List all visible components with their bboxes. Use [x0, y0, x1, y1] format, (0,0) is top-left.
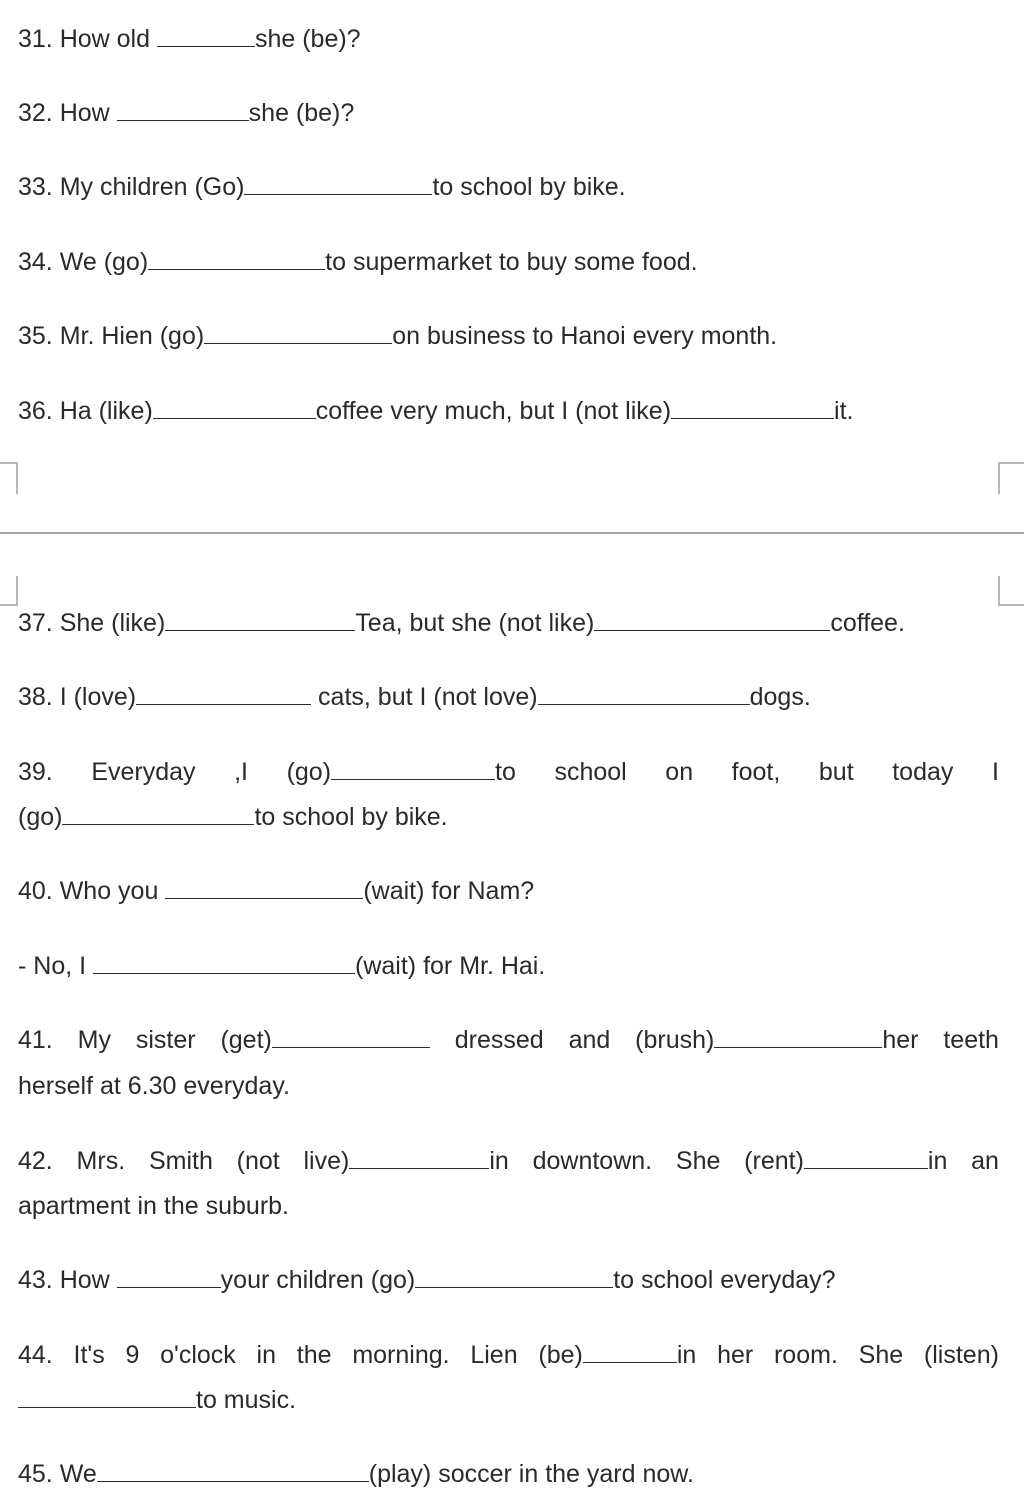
question-41-line1 — [18, 1025, 999, 1055]
q44-word: (listen) — [923, 1341, 999, 1369]
q44-word: (be) — [538, 1341, 583, 1369]
q39-word: foot, — [731, 758, 781, 786]
q42-word: in — [927, 1147, 948, 1175]
q41-word: her — [882, 1026, 919, 1054]
q41-text-l2: herself at 6.30 everyday. — [18, 1072, 290, 1100]
page-break-divider — [0, 532, 1024, 534]
q39-word: ,I — [234, 758, 249, 786]
q40-text-a: 40. Who you — [18, 877, 166, 905]
question-40-reply — [18, 951, 545, 981]
q42-word: an — [971, 1147, 999, 1175]
q44-word: She — [858, 1341, 904, 1369]
q41-word: dressed — [454, 1026, 544, 1054]
answer-blank-37a[interactable] — [165, 608, 355, 631]
question-38 — [18, 682, 811, 712]
q36-text-a: 36. Ha (like) — [18, 397, 153, 425]
answer-blank-41a[interactable] — [272, 1025, 430, 1048]
answer-blank-33[interactable] — [244, 172, 432, 195]
question-39-line1 — [18, 757, 999, 787]
page-corner-top-right — [998, 462, 1024, 494]
answer-blank-39b[interactable] — [62, 802, 254, 825]
q32-text-a: 32. How — [18, 99, 117, 127]
q39-text-l2b: to school by bike. — [254, 803, 448, 831]
answer-blank-43b[interactable] — [415, 1265, 613, 1288]
q37-text-c: coffee. — [830, 609, 905, 637]
question-42-line1 — [18, 1146, 999, 1176]
q42-word: (not — [236, 1147, 280, 1175]
page-corner-bottom-right — [998, 576, 1024, 606]
page-corner-top-left — [0, 462, 18, 494]
q44-word: It's — [73, 1341, 105, 1369]
q42-word: She — [675, 1147, 721, 1175]
q41-word: 41. — [18, 1026, 53, 1054]
answer-blank-41b[interactable] — [714, 1025, 882, 1048]
q43-text-c: to school everyday? — [613, 1266, 836, 1294]
q42-word: Mrs. — [76, 1147, 126, 1175]
q39-word: to — [495, 758, 516, 786]
question-44-line2 — [18, 1385, 296, 1415]
answer-blank-43a[interactable] — [117, 1265, 221, 1288]
q41-word: teeth — [943, 1026, 999, 1054]
question-44-line1 — [18, 1340, 999, 1370]
answer-blank-31[interactable] — [157, 24, 255, 47]
q44-word: her — [717, 1341, 754, 1369]
answer-blank-35[interactable] — [204, 321, 392, 344]
answer-blank-34[interactable] — [148, 247, 325, 270]
q42-word: live) — [303, 1147, 350, 1175]
question-32 — [18, 98, 354, 128]
answer-blank-40b[interactable] — [93, 951, 355, 974]
q33-text-b: to school by bike. — [432, 173, 626, 201]
q31-text-a: 31. How old — [18, 25, 157, 53]
q42-word: Smith — [148, 1147, 213, 1175]
q40-text-b: (wait) for Nam? — [363, 877, 535, 905]
question-37 — [18, 608, 905, 638]
question-43 — [18, 1265, 836, 1295]
answer-blank-32[interactable] — [117, 98, 249, 121]
answer-blank-44a[interactable] — [583, 1340, 677, 1363]
q44-word: in — [256, 1341, 277, 1369]
q34-text-b: to supermarket to buy some food. — [325, 248, 698, 276]
answer-blank-38a[interactable] — [136, 682, 311, 705]
q39-word: 39. — [18, 758, 53, 786]
q43-text-b: your children (go) — [220, 1266, 416, 1294]
question-33 — [18, 172, 626, 202]
q42-word: (rent) — [744, 1147, 804, 1175]
answer-blank-36b[interactable] — [671, 396, 834, 419]
q42-word: in — [489, 1147, 509, 1175]
q41-word: sister — [135, 1026, 196, 1054]
q39-word: Everyday — [91, 758, 196, 786]
q44-text-l2: to music. — [196, 1386, 297, 1414]
answer-blank-36a[interactable] — [153, 396, 316, 419]
answer-blank-42a[interactable] — [349, 1146, 489, 1169]
answer-blank-40a[interactable] — [165, 876, 363, 899]
page-corner-bottom-left — [0, 576, 18, 606]
q39-word: today — [892, 758, 954, 786]
q39-word: (go) — [286, 758, 332, 786]
q39-word: school — [554, 758, 627, 786]
question-36 — [18, 396, 853, 426]
q44-word: 44. — [18, 1341, 53, 1369]
q44-word: the — [296, 1341, 332, 1369]
q44-word: in — [676, 1341, 697, 1369]
answer-blank-45[interactable] — [97, 1459, 369, 1482]
answer-blank-44b[interactable] — [18, 1385, 196, 1408]
q41-word: and — [568, 1026, 611, 1054]
question-39-line2 — [18, 802, 448, 832]
answer-blank-39a[interactable] — [331, 757, 495, 780]
q40-reply-b: (wait) for Mr. Hai. — [355, 952, 546, 980]
q36-text-b: coffee very much, but I (not like) — [315, 397, 672, 425]
q43-text-a: 43. How — [18, 1266, 117, 1294]
q44-word: morning. — [352, 1341, 450, 1369]
q34-text-a: 34. We (go) — [18, 248, 149, 276]
q33-text-a: 33. My children (Go) — [18, 173, 245, 201]
q35-text-b: on business to Hanoi every month. — [392, 322, 778, 350]
q41-word: My — [77, 1026, 111, 1054]
q38-text-a: 38. I (love) — [18, 683, 137, 711]
question-45 — [18, 1459, 694, 1489]
answer-blank-38b[interactable] — [538, 682, 750, 705]
question-42-line2 — [18, 1191, 289, 1221]
q42-text-l2: apartment in the suburb. — [18, 1192, 289, 1220]
q39-word: but — [818, 758, 854, 786]
q44-word: o'clock — [160, 1341, 236, 1369]
q37-text-a: 37. She (like) — [18, 609, 166, 637]
q44-word: 9 — [125, 1341, 140, 1369]
question-41-line2 — [18, 1071, 290, 1101]
answer-blank-37b[interactable] — [594, 608, 830, 631]
q39-word: I — [991, 758, 999, 786]
q39-word: on — [665, 758, 694, 786]
question-35 — [18, 321, 777, 351]
q37-text-b: Tea, but she (not like) — [355, 609, 595, 637]
q44-word: room. — [773, 1341, 838, 1369]
q42-word: downtown. — [532, 1147, 653, 1175]
q42-word: 42. — [18, 1147, 53, 1175]
question-31 — [18, 24, 361, 54]
q45-text-a: 45. We — [18, 1460, 97, 1488]
q35-text-a: 35. Mr. Hien (go) — [18, 322, 205, 350]
q36-text-c: it. — [834, 397, 854, 425]
q40-reply-a: - No, I — [18, 952, 94, 980]
q45-text-b: (play) soccer in the yard now. — [368, 1460, 694, 1488]
q38-text-b: cats, but I (not love) — [311, 683, 538, 711]
q32-text-b: she (be)? — [248, 99, 355, 127]
q38-text-c: dogs. — [749, 683, 811, 711]
q31-text-b: she (be)? — [254, 25, 361, 53]
question-40 — [18, 876, 534, 906]
q44-word: Lien — [470, 1341, 518, 1369]
question-34 — [18, 247, 698, 277]
q41-word: (get) — [220, 1026, 272, 1054]
q41-word: (brush) — [635, 1026, 715, 1054]
q39-text-l2a: (go) — [18, 803, 63, 831]
answer-blank-42b[interactable] — [804, 1146, 928, 1169]
